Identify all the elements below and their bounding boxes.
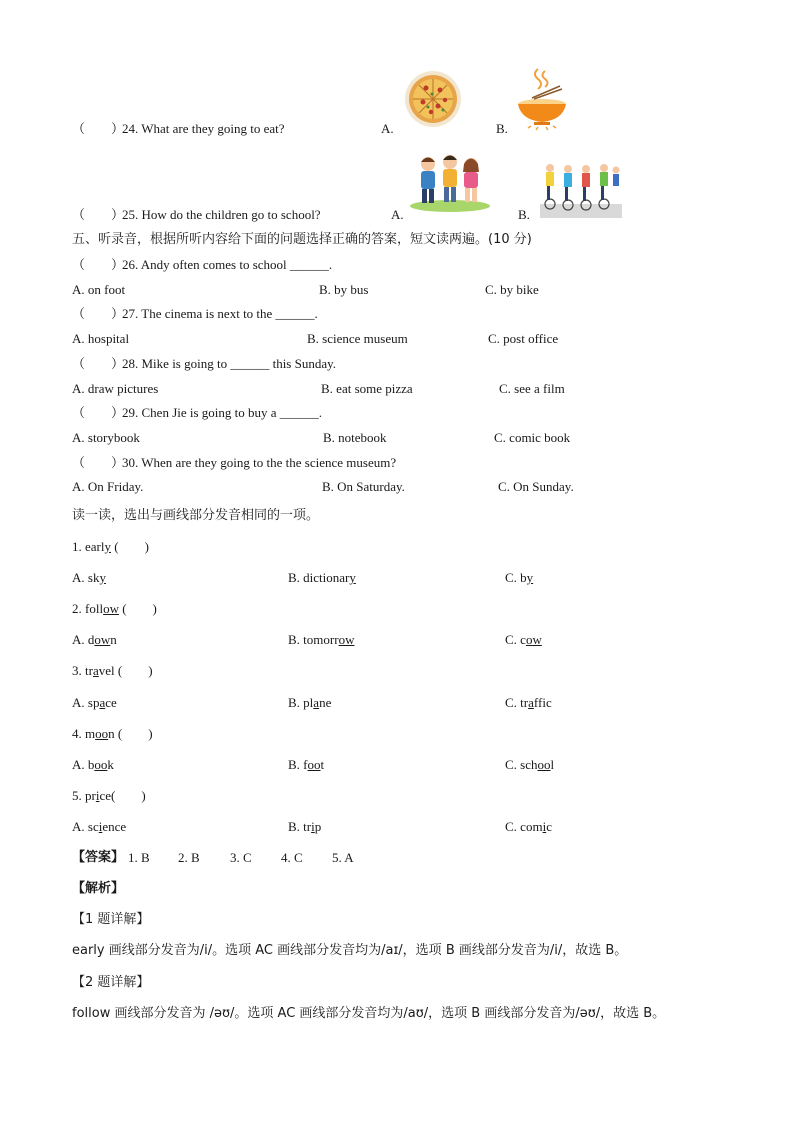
option-28-a: A. draw pictures [72, 381, 159, 396]
phonics-1-option-a: A. sky [72, 570, 106, 585]
answer-item-3: 3. C [230, 850, 252, 865]
phonics-2-option-a: A. down [72, 632, 117, 647]
option-b-label-24: B. [496, 121, 508, 136]
detail-2-text: follow 画线部分发音为 /əʊ/。选项 AC 画线部分发音均为/aʊ/，选项 B 画线部分发音为/əʊ/，故选 B。 [72, 1006, 666, 1021]
question-25: 25. How do the children go to school? [122, 207, 321, 222]
option-28-c: C. see a film [499, 381, 565, 396]
detail-1-text: early 画线部分发音为/i/。选项 AC 画线部分发音均为/aɪ/，选项 B 画线部分发音为/i/，故选 B。 [72, 943, 628, 958]
answer-paren-26[interactable]: （ ） [72, 257, 125, 272]
noodle-soup-image [514, 66, 570, 132]
phonics-3-option-a: A. space [72, 695, 117, 710]
option-26-b: B. by bus [319, 282, 369, 297]
option-27-a: A. hospital [72, 331, 130, 346]
option-29-b: B. notebook [323, 430, 387, 445]
answer-paren-27[interactable]: （ ） [72, 306, 125, 321]
phonics-question-4: 4. moon ( ) [72, 726, 153, 741]
answer-item-1: 1. B [128, 850, 150, 865]
answer-paren-24[interactable]: （ ） [72, 121, 125, 136]
phonics-question-5: 5. price( ) [72, 788, 146, 803]
answer-label: 【答案】 [72, 850, 125, 865]
option-30-a: A. On Friday. [72, 479, 144, 494]
option-a-label-24: A. [381, 121, 394, 136]
question-27: 27. The cinema is next to the ______. [122, 306, 318, 321]
question-28: 28. Mike is going to ______ this Sunday. [122, 356, 337, 371]
children-cycling-image [540, 158, 622, 218]
option-a-label-25: A. [391, 207, 404, 222]
phonics-5-option-b: B. trip [288, 819, 322, 834]
question-30: 30. When are they going to the the science museum? [122, 455, 397, 470]
option-30-c: C. On Sunday. [498, 479, 574, 494]
section-5-heading: 五、听录音，根据所听内容给下面的问题选择正确的答案，短文读两遍。(10 分) [72, 232, 532, 247]
pizza-image [404, 70, 462, 128]
children-walking-image [408, 150, 492, 212]
phonics-4-option-c: C. school [505, 757, 555, 772]
option-28-b: B. eat some pizza [321, 381, 413, 396]
option-26-a: A. on foot [72, 282, 126, 297]
phonics-4-option-a: A. book [72, 757, 114, 772]
phonics-2-option-c: C. cow [505, 632, 542, 647]
option-b-label-25: B. [518, 207, 530, 222]
option-29-c: C. comic book [494, 430, 571, 445]
answer-paren-30[interactable]: （ ） [72, 455, 125, 470]
phonics-2-option-b: B. tomorrow [288, 632, 355, 647]
answer-item-2: 2. B [178, 850, 200, 865]
phonics-4-option-b: B. foot [288, 757, 325, 772]
question-24: 24. What are they going to eat? [122, 121, 285, 136]
answer-item-5: 5. A [332, 850, 354, 865]
answer-paren-25[interactable]: （ ） [72, 207, 125, 222]
option-30-b: B. On Saturday. [322, 479, 405, 494]
reading-heading: 读一读，选出与画线部分发音相同的一项。 [72, 508, 320, 523]
analysis-label: 【解析】 [72, 881, 125, 896]
detail-1-label: 【1 题详解】 [72, 912, 150, 927]
answer-paren-29[interactable]: （ ） [72, 405, 125, 420]
phonics-1-option-b: B. dictionary [288, 570, 356, 585]
question-26: 26. Andy often comes to school ______. [122, 257, 333, 272]
phonics-5-option-a: A. science [72, 819, 127, 834]
phonics-3-option-c: C. traffic [505, 695, 552, 710]
phonics-3-option-b: B. plane [288, 695, 332, 710]
option-27-b: B. science museum [307, 331, 408, 346]
detail-2-label: 【2 题详解】 [72, 975, 150, 990]
answer-paren-28[interactable]: （ ） [72, 356, 125, 371]
option-29-a: A. storybook [72, 430, 140, 445]
phonics-1-option-c: C. by [505, 570, 534, 585]
question-29: 29. Chen Jie is going to buy a ______. [122, 405, 323, 420]
phonics-question-1: 1. early ( ) [72, 539, 149, 554]
answer-item-4: 4. C [281, 850, 303, 865]
phonics-question-2: 2. follow ( ) [72, 601, 157, 616]
option-26-c: C. by bike [485, 282, 539, 297]
option-27-c: C. post office [488, 331, 559, 346]
phonics-question-3: 3. travel ( ) [72, 663, 153, 678]
phonics-5-option-c: C. comic [505, 819, 552, 834]
